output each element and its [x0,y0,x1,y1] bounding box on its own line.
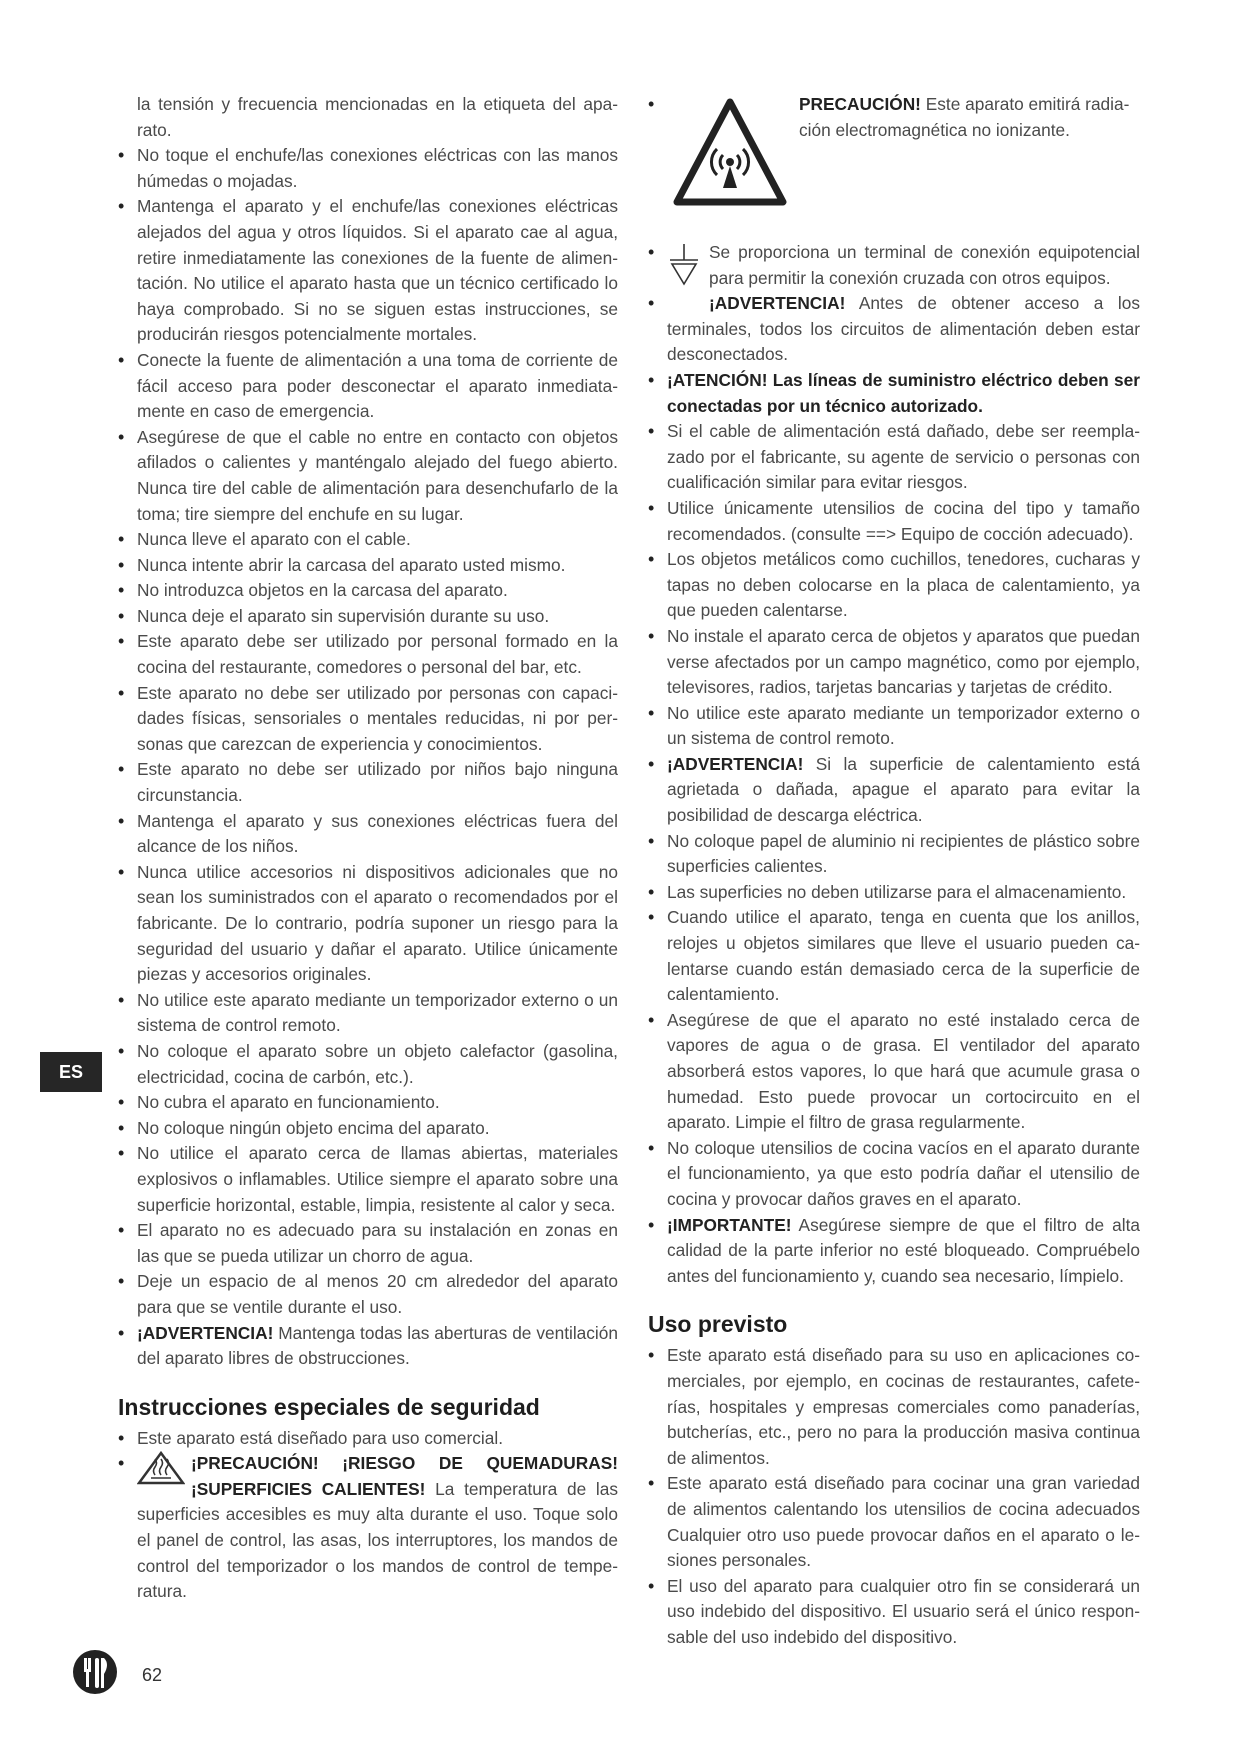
list-item: • Conecte la fuente de alimentación a una toma de corriente de fácil acceso para poder desconectar el aparato inmediatamente en caso de emergencia. [118,348,618,425]
list-item: • Este aparato no debe ser utilizado por personas con capacidades físicas, sensoriales o mentales reducidas, ni por personas que carezcan de experiencia y conocimientos. [118,681,618,758]
list-item: • Nunca utilice accesorios ni dispositivos adicionales que no sean los suministrados con el aparato o recomendados por el fabricante. De lo contrario, podría suponer un riesgo para la seguridad del usuario y dañar el aparato. Utilice únicamente piezas y accesorios originales. [118,860,618,988]
list-item: • No toque el enchufe/las conexiones eléctricas con las manos húmedas o mojadas. [118,143,618,194]
list-item: • Deje un espacio de al menos 20 cm alrededor del aparato para que se ventile durante el uso. [118,1269,618,1320]
list-item: • Asegúrese de que el aparato no esté instalado cerca de vapores de agua o de grasa. El ventilador del aparato absorberá estos vapores, lo que hará que acumule grasa o humedad. Esto puede provocar un cortocircuito en el aparato. Limpie el filtro de grasa regularmente. [648,1008,1140,1136]
list-item: • Los objetos metálicos como cuchillos, tenedores, cucharas y tapas no deben colocarse en la placa de calentamiento, ya que pueden calentarse. [648,547,1140,624]
list-item: • No introduzca objetos en la carcasa del aparato. [118,578,618,604]
list-item: • ¡IMPORTANTE! Asegúrese siempre de que el filtro de alta calidad de la parte inferior no esté bloqueado. Compruébelo antes del funcionamiento y, cuando sea necesario, límpielo. [648,1213,1140,1290]
left-column [118,92,618,1605]
list-item: • ¡ATENCIÓN! Las líneas de suministro eléctrico deben ser conectadas por un técnico autorizado. [648,368,1140,419]
list-item: la tensión y frecuencia mencionadas en la etiqueta del aparato. [137,94,618,140]
list-item: • Mantenga el aparato y sus conexiones eléctricas fuera del alcance de los niños. [118,809,618,860]
list-item: • Las superficies no deben utilizarse para el almacenamiento. [648,880,1140,906]
special-instructions-heading: Instrucciones especiales de seguridad [118,1393,540,1420]
language-tab: ES [40,1052,102,1092]
list-item: • Mantenga el aparato y el enchufe/las conexiones eléctricas alejados del agua y otros líquidos. Si el aparato cae al agua, retire inmediatamente las conexiones de la fuente de alimentación. No utilice el aparato hasta que un técnico certificado lo haya comprobado. Si no se siguen estas instrucciones, se producirán riesgos potencialmente mortales. [118,194,618,348]
list-item: • No coloque papel de aluminio ni recipientes de plástico sobre superficies calientes. [648,829,1140,880]
special-instructions-list [118,1426,618,1605]
list-item: • Este aparato está diseñado para su uso en aplicaciones comerciales, por ejemplo, en cocinas de restaurantes, cafeterías, hospitales y empresas comerciales como panaderías, butcherías, etc., pero no para la producción masiva continua de alimentos. [648,1343,1140,1471]
list-item: • No utilice este aparato mediante un temporizador externo o un sistema de control remoto. [648,701,1140,752]
list-item: • Utilice únicamente utensilios de cocina del tipo y tamaño recomendados. (consulte ==> Equipo de cocción adecuado). [648,496,1140,547]
list-item: • No cubra el aparato en funcionamiento. [118,1090,618,1116]
list-item: • Cuando utilice el aparato, tenga en cuenta que los anillos, relojes u objetos similares que lleve el usuario pueden calentarse cuando están demasiado cerca de la superficie de calentamiento. [648,905,1140,1007]
list-item: • Este aparato debe ser utilizado por personal formado en la cocina del restaurante, comedores o personal del bar, etc. [118,629,618,680]
list-item: • Nunca deje el aparato sin supervisión durante su uso. [118,604,618,630]
page-number: 62 [142,1665,163,1685]
right-column [648,92,1140,1650]
list-item: • No coloque ningún objeto encima del aparato. [118,1116,618,1142]
list-item: • ¡ADVERTENCIA! Mantenga todas las aberturas de ventilación del aparato libres de obstrucciones. [118,1321,618,1372]
list-item: • No utilice el aparato cerca de llamas abiertas, materiales explosivos o inflamables. Utilice siempre el aparato sobre una superficie horizontal, estable, limpia, resistente al calor y seca. [118,1141,618,1218]
list-item: • Este aparato está diseñado para uso comercial. [118,1426,618,1452]
list-item: • El aparato no es adecuado para su instalación en zonas en las que se pueda utilizar un chorro de agua. [118,1218,618,1269]
list-item: • No coloque utensilios de cocina vacíos en el aparato durante el funcionamiento, ya que esto podría dañar el utensilio de cocina y provocar daños graves en el aparato. [648,1136,1140,1213]
list-item: • Asegúrese de que el cable no entre en contacto con objetos afilados o calientes y manténgalo alejado del fuego abierto. Nunca tire del cable de alimentación para desenchufarlo de la toma; tire siempre del enchufe en su lugar. [118,425,618,527]
list-item: • PRECAUCIÓN! Este aparato emitirá radiación electromagnética no ionizante. [648,92,1140,240]
list-item: • Nunca intente abrir la carcasa del aparato usted mismo. [118,553,618,579]
list-item: • Se proporciona un terminal de conexión equipotencial para permitir la conexión cruzada con otros equipos. [648,240,1140,291]
cutlery-logo-icon [72,1649,118,1700]
list-item: • Este aparato no debe ser utilizado por niños bajo ninguna circunstancia. [118,757,618,808]
left-bullet-list [118,92,618,1372]
list-item: • Si el cable de alimentación está dañado, debe ser reemplazado por el fabricante, su agente de servicio o personas con cualificación similar para evitar riesgos. [648,419,1140,496]
list-item: • No instale el aparato cerca de objetos y aparatos que puedan verse afectados por un campo magnético, como por ejemplo, televisores, radios, tarjetas bancarias y tarjetas de crédito. [648,624,1140,701]
list-item: • ¡PRECAUCIÓN! ¡RIESGO DE QUEMADURAS! ¡SUPERFICIES CALIENTES! La temperatura de las superficies accesibles es muy alta durante el uso. Toque solo el panel de control, las asas, los interruptores, los mandos de control del temporizador o los mandos de control de temperatura. [118,1451,618,1605]
intended-use-heading: Uso previsto [648,1311,788,1338]
intended-use-list [648,1343,1140,1650]
list-item: • Nunca lleve el aparato con el cable. [118,527,618,553]
list-item: • No coloque el aparato sobre un objeto calefactor (gasolina, electricidad, cocina de carbón, etc.). [118,1039,618,1090]
list-item: • ¡ADVERTENCIA! Antes de obtener acceso a los terminales, todos los circuitos de alimentación deben estar desconectados. [648,291,1140,368]
hot-surface-warning-icon [137,1451,185,1493]
right-bullet-list [648,291,1140,1289]
list-item: • No utilice este aparato mediante un temporizador externo o un sistema de control remoto. [118,988,618,1039]
list-item: • ¡ADVERTENCIA! Si la superficie de calentamiento está agrietada o dañada, apague el aparato para evitar la posibilidad de descarga eléctrica. [648,752,1140,829]
radiation-warning-icon [671,96,789,216]
equipotential-icon [667,242,701,294]
list-item: • Este aparato está diseñado para cocinar una gran variedad de alimentos calentando los utensilios de cocina adecuados Cualquier otro uso puede provocar daños en el aparato o lesiones personales. [648,1471,1140,1573]
right-bullet-list-top [648,92,1140,291]
list-item: • El uso del aparato para cualquier otro fin se considerará un uso indebido del dispositivo. El usuario será el único responsable del uso indebido del dispositivo. [648,1574,1140,1651]
